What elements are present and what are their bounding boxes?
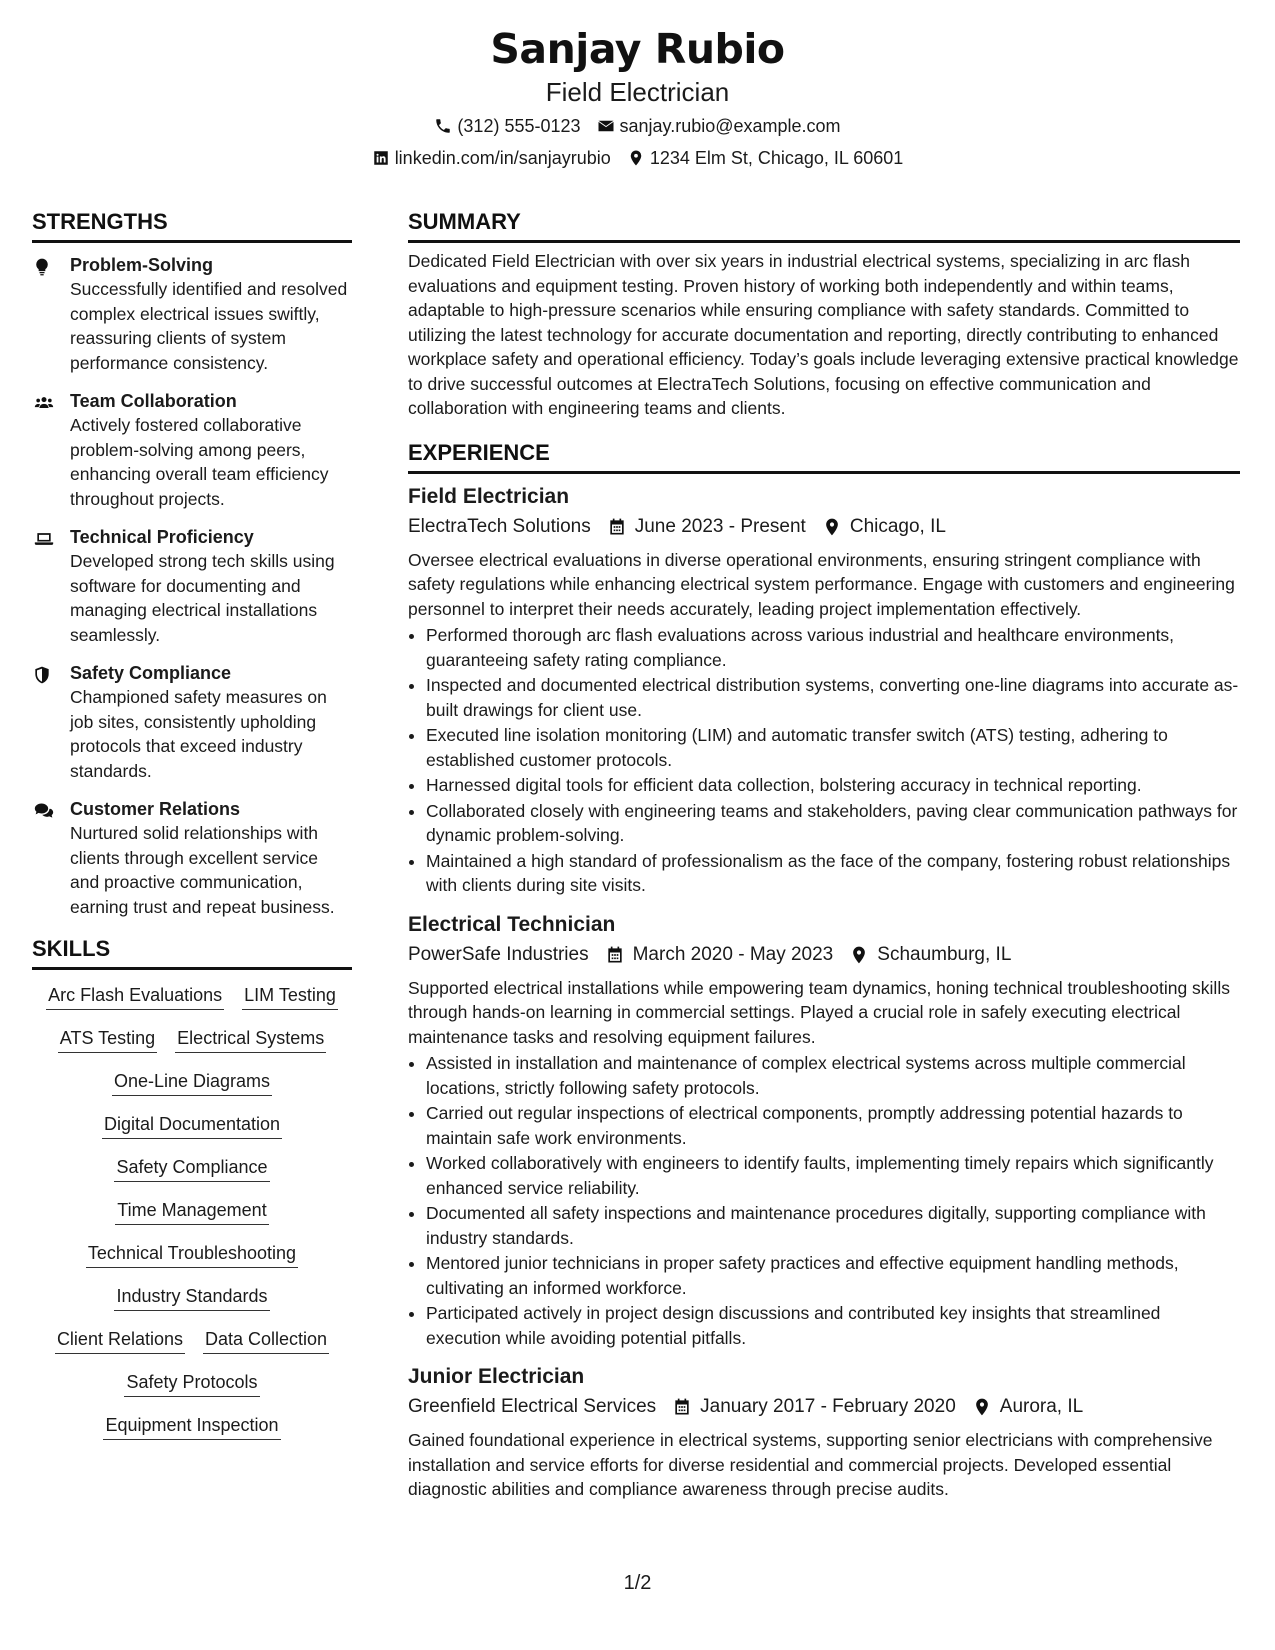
- linkedin-text: linkedin.com/in/sanjayrubio: [394, 148, 611, 168]
- job-title: Junior Electrician: [408, 1365, 585, 1388]
- strengths-list: [32, 253, 352, 919]
- laptop-icon: [32, 529, 56, 549]
- skill-tag: Client Relations: [55, 1326, 185, 1354]
- skill-tag: Digital Documentation: [102, 1111, 282, 1139]
- map-pin-icon: [627, 149, 645, 167]
- job-entry: [408, 482, 1240, 898]
- job-title: Field Electrician: [408, 484, 570, 508]
- map-pin-icon: [972, 1397, 992, 1417]
- users-icon: [32, 393, 56, 413]
- job-dates: January 2017 - February 2020: [700, 1396, 956, 1417]
- summary-text: Dedicated Field Electrician with over six years in industrial electrical systems, specializing in arc flash evaluations and equipment testing. Proven history of working both independently and within teams, adaptable to high-pressure scenarios while ensuring compliance with safety standards. Committed to utilizing the latest technology for accurate documentation and reporting, directly contributing to enhanced workplace safety and operational efficiency. Today’s goals include leveraging extensive practical knowledge to drive successful outcomes at ElectraTech Solutions, focusing on effective communication and collaboration with engineering teams and clients.: [408, 251, 1239, 418]
- bullet-item: • Assisted in installation and maintenance of complex electrical systems across multiple commercial locations, strictly following safety protocols.: [426, 1051, 1240, 1100]
- strength-item: [32, 253, 352, 375]
- contact-phone: [434, 112, 580, 140]
- job-dates: June 2023 - Present: [634, 515, 806, 537]
- strength-item: [32, 525, 352, 647]
- contact-address: [627, 144, 904, 172]
- job-meta: [408, 1392, 1240, 1422]
- job-description: Oversee electrical evaluations in diverse operational environments, ensuring stringent compliance with safety regulations while enhancing electrical system performance. Engage with customers and engineering personnel to interpret their needs accurately, leading project implementation effectively.: [408, 549, 1235, 619]
- strength-title: Technical Proficiency: [70, 527, 254, 547]
- job-company: ElectraTech Solutions: [408, 515, 591, 537]
- bullet-item: • Documented all safety inspections and maintenance procedures digitally, supporting compliance with industry standards.: [426, 1201, 1240, 1250]
- comments-icon: [32, 801, 56, 821]
- strength-desc: Championed safety measures on job sites, consistently upholding protocols that exceed industry standards.: [70, 687, 327, 781]
- lightbulb-icon: [32, 257, 52, 277]
- job-location: Aurora, IL: [999, 1396, 1084, 1417]
- calendar-icon: [607, 517, 627, 537]
- strength-desc: Developed strong tech skills using software for documenting and managing electrical installations seamlessly.: [70, 551, 335, 645]
- skill-tag: One-Line Diagrams: [112, 1068, 272, 1096]
- strength-desc: Successfully identified and resolved complex electrical issues swiftly, reassuring clients of system performance consistency.: [70, 279, 348, 373]
- skill-tag: Safety Protocols: [124, 1369, 259, 1397]
- right-column: [408, 206, 1240, 1502]
- strength-desc: Nurtured solid relationships with clients through excellent service and proactive communication, earning trust and repeat business.: [70, 823, 335, 917]
- envelope-icon: [597, 117, 615, 135]
- job-bullets: [408, 623, 1240, 898]
- job-company: Greenfield Electrical Services: [408, 1396, 657, 1417]
- skill-tag: Electrical Systems: [175, 1025, 326, 1053]
- strength-desc: Actively fostered collaborative problem-solving among peers, enhancing overall team efficiency throughout projects.: [70, 415, 329, 509]
- skill-tag: Industry Standards: [114, 1283, 269, 1311]
- summary-heading: SUMMARY: [408, 206, 1240, 243]
- strengths-heading: STRENGTHS: [32, 206, 352, 243]
- contact-row-1: [0, 112, 1275, 140]
- job-location: Chicago, IL: [849, 515, 946, 537]
- shield-icon: [32, 665, 52, 685]
- job-description: Gained foundational experience in electrical systems, supporting senior electricians with comprehensive installation and service efforts for diverse residential and commercial projects. Developed essential diagnostic abilities and compliance awareness through precise audits.: [408, 1430, 1213, 1499]
- skill-tag: Equipment Inspection: [103, 1412, 280, 1440]
- job-entry: [408, 910, 1240, 1351]
- page-number: 1/2: [623, 1572, 652, 1594]
- map-pin-icon: [822, 517, 842, 537]
- candidate-title: Field Electrician: [545, 77, 730, 107]
- email-text: sanjay.rubio@example.com: [619, 116, 841, 136]
- strength-item: [32, 661, 352, 783]
- job-title: Electrical Technician: [408, 912, 616, 936]
- strength-title: Team Collaboration: [70, 391, 237, 411]
- strength-title: Customer Relations: [70, 799, 241, 819]
- job-dates: March 2020 - May 2023: [632, 943, 834, 965]
- job-location: Schaumburg, IL: [877, 943, 1012, 965]
- skill-tag: Arc Flash Evaluations: [46, 982, 224, 1010]
- skill-tag: Technical Troubleshooting: [86, 1240, 298, 1268]
- phone-text: (312) 555-0123: [457, 116, 581, 136]
- skill-tag: Data Collection: [203, 1326, 329, 1354]
- bullet-item: • Harnessed digital tools for efficient data collection, bolstering accuracy in technical reporting.: [426, 773, 1240, 798]
- bullet-item: • Collaborated closely with engineering teams and stakeholders, paving clear communication pathways for dynamic problem-solving.: [426, 799, 1240, 848]
- skill-tag: Safety Compliance: [114, 1154, 269, 1182]
- job-meta: [408, 940, 1240, 970]
- contact-email[interactable]: [597, 112, 841, 140]
- job-entry: [408, 1362, 1240, 1502]
- bullet-item: • Mentored junior technicians in proper safety practices and effective equipment handling methods, cultivating an informed workforce.: [426, 1251, 1240, 1300]
- skill-tag: Time Management: [115, 1197, 268, 1225]
- bullet-item: • Performed thorough arc flash evaluations across various industrial and healthcare environments, guaranteeing safety rating compliance.: [426, 623, 1240, 672]
- job-description: Supported electrical installations while empowering team dynamics, honing technical troubleshooting skills through hands-on learning in commercial settings. Played a crucial role in safely executing electrical maintenance tasks and resolving equipment failures.: [408, 977, 1230, 1047]
- skill-tag: LIM Testing: [242, 982, 338, 1010]
- strength-item: [32, 389, 352, 511]
- bullet-item: • Maintained a high standard of professionalism as the face of the company, fostering robust relationships with clients during site visits.: [426, 849, 1240, 898]
- linkedin-icon: [372, 149, 390, 167]
- strength-title: Safety Compliance: [70, 663, 232, 683]
- job-meta: [408, 512, 1240, 542]
- contact-linkedin[interactable]: [372, 144, 611, 172]
- resume-header: [0, 0, 1275, 172]
- calendar-icon: [672, 1397, 692, 1417]
- left-column: [32, 206, 352, 1455]
- bullet-item: • Executed line isolation monitoring (LIM) and automatic transfer switch (ATS) testing, adhering to established customer protocols.: [426, 723, 1240, 772]
- bullet-item: • Inspected and documented electrical distribution systems, converting one-line diagrams into accurate as-built drawings for client use.: [426, 673, 1240, 722]
- job-company: PowerSafe Industries: [408, 943, 589, 965]
- strength-item: [32, 797, 352, 919]
- bullet-item: • Worked collaboratively with engineers to identify faults, implementing timely repairs which significantly enhanced service reliability.: [426, 1151, 1240, 1200]
- candidate-name: Sanjay Rubio: [490, 25, 785, 73]
- address-text: 1234 Elm St, Chicago, IL 60601: [649, 148, 904, 168]
- job-bullets: [408, 1051, 1240, 1350]
- skills-heading: SKILLS: [32, 933, 352, 970]
- bullet-item: • Carried out regular inspections of electrical components, promptly addressing potential hazards to maintain safe work environments.: [426, 1101, 1240, 1150]
- experience-section: [408, 437, 1240, 1502]
- skills-list: [32, 982, 352, 1440]
- phone-icon: [434, 117, 452, 135]
- map-pin-icon: [849, 945, 869, 965]
- bullet-item: • Participated actively in project design discussions and contributed key insights that streamlined execution while avoiding potential pitfalls.: [426, 1301, 1240, 1350]
- experience-heading: EXPERIENCE: [408, 437, 1240, 474]
- calendar-icon: [605, 945, 625, 965]
- skill-tag: ATS Testing: [58, 1025, 157, 1053]
- strength-title: Problem-Solving: [70, 255, 214, 275]
- contact-row-2: [0, 144, 1275, 172]
